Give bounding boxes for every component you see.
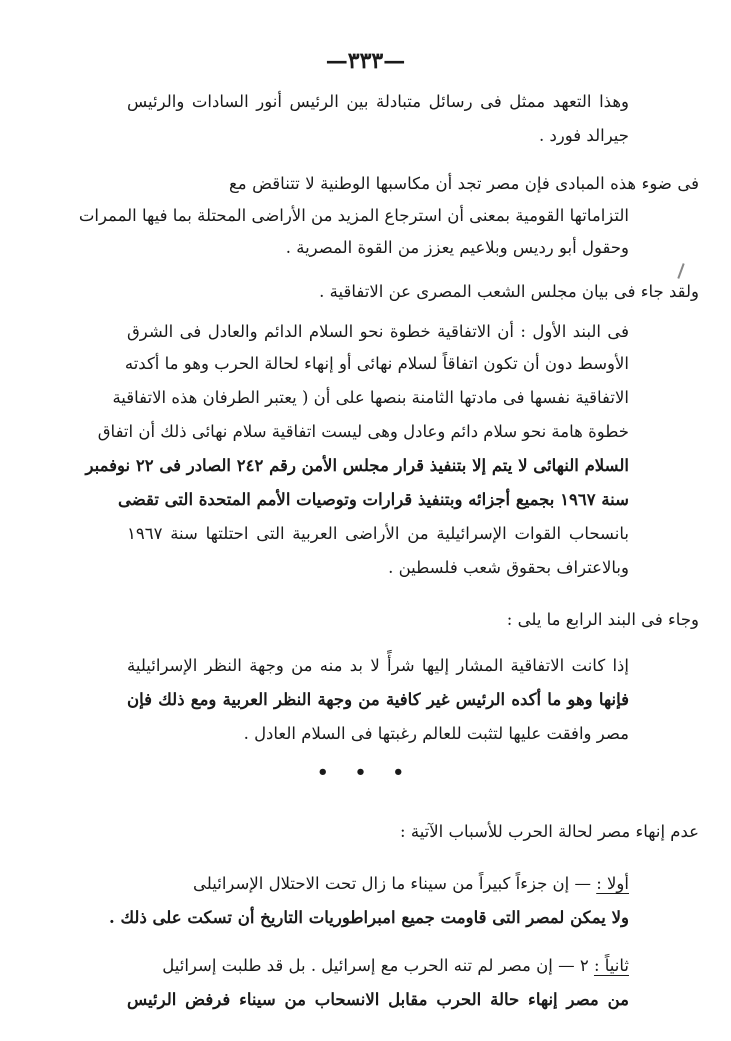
text-line: جيرالد فورد . [538,126,629,145]
text-line: خطوة هامة نحو سلام دائم وعادل وهى ليست اتفاقية سلام نهائى ذلك أن اتفاق [97,422,629,441]
page-number: —٣٣٣— [325,48,406,74]
section-separator: • • • [316,762,415,783]
list-label-second: ثانياً : [593,956,629,975]
text-line [127,950,629,982]
text-line: فى ضوء هذه المبادى فإن مصر تجد أن مكاسبها الوطنية لا تتناقض مع [229,174,699,193]
text-line: فإنها وهو ما أكده الرئيس غير كافية من وجهة النظر العربية ومع ذلك فإن [127,690,629,709]
list-label-first: أولا : [596,874,629,893]
text-line: ولا يمكن لمصر التى قاومت جميع امبراطوريات التاريخ أن تسكت على ذلك . [109,908,629,927]
text-line: الأوسط دون أن تكون اتفاقاً لسلام نهائى أو إنهاء لحالة الحرب وهو ما أكدته [124,354,629,373]
text-segment: — إن جزءاً كبيراً من سيناء ما زال تحت الاحتلال الإسرائيلى [193,874,591,893]
text-line: ولقد جاء فى بيان مجلس الشعب المصرى عن الاتفاقية . [319,282,699,301]
text-line: الاتفاقية نفسها فى مادتها الثامنة بنصها على أن ( يعتبر الطرفان هذه الاتفاقية [112,388,629,407]
text-line [127,868,629,900]
text-line: سنة ١٩٦٧ بجميع أجزائه وبتنفيذ قرارات وتوصيات الأمم المتحدة التى تقضى [117,490,629,509]
text-line: وحقول أبو رديس وبلاعيم يعزز من القوة المصرية . [285,238,629,257]
text-line: وهذا التعهد ممثل فى رسائل متبادلة بين الرئيس أنور السادات والرئيس [127,92,629,111]
text-line: مصر وافقت عليها لتثبت للعالم رغبتها فى السلام العادل . [243,724,629,743]
text-line: إذا كانت الاتفاقية المشار إليها شرأً لا بد منه من وجهة النظر الإسرائيلية [127,656,629,675]
text-line: فى البند الأول : أن الاتفاقية خطوة نحو السلام الدائم والعادل فى الشرق [127,322,629,341]
text-line: بانسحاب القوات الإسرائيلية من الأراضى العربية التى احتلتها سنة ١٩٦٧ [127,524,629,543]
text-line: السلام النهائى لا يتم إلا بتنفيذ قرار مجلس الأمن رقم ٢٤٢ الصادر فى ٢٢ نوفمبر [85,456,629,475]
text-line: وجاء فى البند الرابع ما يلى : [506,610,699,629]
text-line: من مصر إنهاء حالة الحرب مقابل الانسحاب من سيناء فرفض الرئيس [127,990,629,1009]
text-line: عدم إنهاء مصر لحالة الحرب للأسباب الآتية : [400,822,699,841]
text-segment: ٢ — إن مصر لم تنه الحرب مع إسرائيل . بل قد طلبت إسرائيل [162,956,589,975]
text-line: وبالاعتراف بحقوق شعب فلسطين . [388,558,629,577]
text-line: التزاماتها القومية بمعنى أن استرجاع المزيد من الأراضى المحتلة بما فيها الممرات [78,206,629,225]
